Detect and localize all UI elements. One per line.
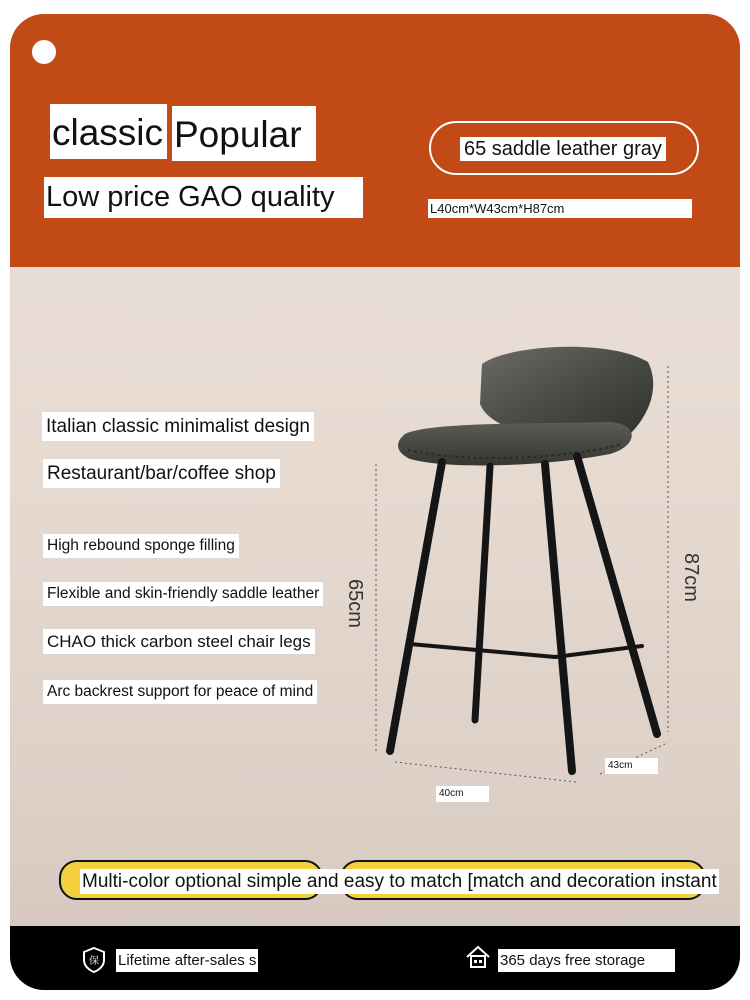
- banner-text: Multi-color optional simple and easy to match [match and decoration instant: [82, 871, 717, 892]
- house-icon: [465, 944, 491, 970]
- feature-item: Arc backrest support for peace of mind: [43, 680, 317, 704]
- width-label: 43cm: [605, 758, 658, 774]
- feature-item: CHAO thick carbon steel chair legs: [43, 629, 315, 654]
- feature-item: Italian classic minimalist design: [42, 412, 314, 441]
- feature-item: High rebound sponge filling: [43, 534, 239, 558]
- title-popular: Popular: [172, 106, 316, 161]
- dimension-label: L40cm*W43cm*H87cm: [428, 199, 692, 218]
- svg-text:保: 保: [89, 956, 99, 967]
- product-card: [10, 14, 740, 990]
- shield-icon: [82, 946, 106, 974]
- feature-item: Flexible and skin-friendly saddle leather: [43, 582, 323, 606]
- variant-label: 65 saddle leather gray: [460, 137, 666, 161]
- length-label: 40cm: [436, 786, 489, 802]
- title-classic: classic: [50, 104, 167, 159]
- footer-after-sales: Lifetime after-sales s: [116, 949, 258, 972]
- slogan: Low price GAO quality: [44, 177, 363, 218]
- seat-height-label: 65cm: [343, 579, 366, 628]
- total-height-label: 87cm: [679, 553, 702, 602]
- feature-item: Restaurant/bar/coffee shop: [43, 459, 280, 488]
- footer-storage: 365 days free storage: [498, 949, 675, 972]
- bar-stool-illustration: [10, 14, 740, 990]
